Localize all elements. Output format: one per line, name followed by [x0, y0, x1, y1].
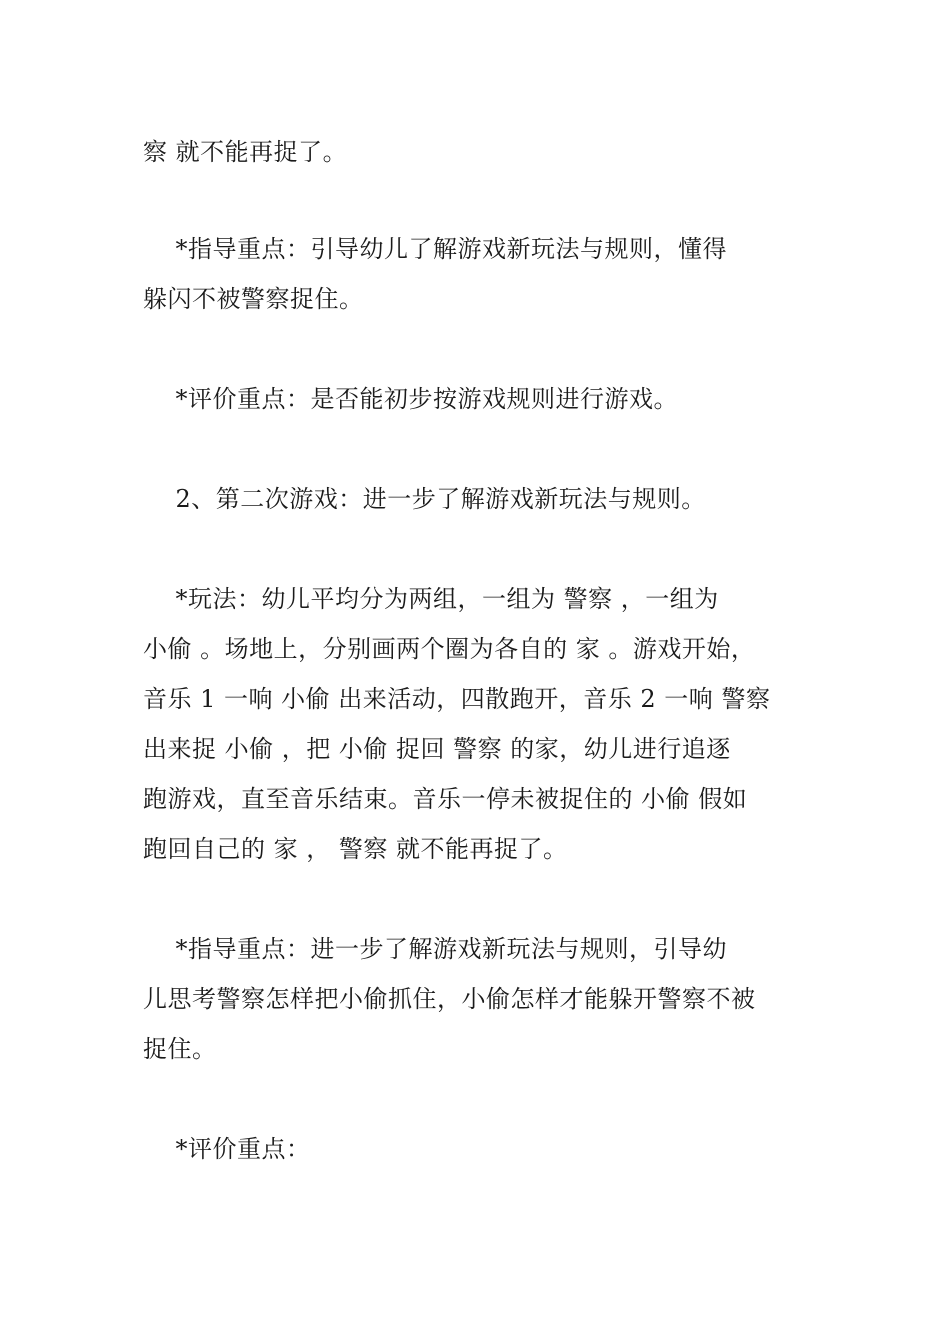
evaluation-focus-1-line: *评价重点：是否能初步按游戏规则进行游戏。 — [143, 385, 679, 413]
paragraph-continuation-line: 察 就不能再捉了。 — [143, 138, 348, 166]
guidance-focus-2-line-1: *指导重点：进一步了解游戏新玩法与规则，引导幼 — [143, 935, 728, 963]
guidance-focus-2-line-3: 捉住。 — [143, 1035, 217, 1063]
second-game-heading: 2、第二次游戏：进一步了解游戏新玩法与规则。 — [143, 485, 706, 513]
guidance-focus-1-line-1: *指导重点：引导幼儿了解游戏新玩法与规则，懂得 — [143, 235, 728, 263]
gameplay-line-5: 跑游戏，直至音乐结束。音乐一停未被捉住的 小偷 假如 — [143, 785, 748, 813]
guidance-focus-2-line-2: 儿思考警察怎样把小偷抓住，小偷怎样才能躲开警察不被 — [143, 985, 756, 1013]
evaluation-focus-2-line: *评价重点： — [143, 1135, 311, 1163]
gameplay-line-1: *玩法：幼儿平均分为两组，一组为 警察 ，一组为 — [143, 585, 719, 613]
gameplay-line-3: 音乐 1 一响 小偷 出来活动，四散跑开，音乐 2 一响 警察 — [143, 685, 771, 713]
gameplay-line-6: 跑回自己的 家 ， 警察 就不能再捉了。 — [143, 835, 568, 863]
gameplay-line-2: 小偷 。场地上，分别画两个圈为各自的 家 。游戏开始， — [143, 635, 756, 663]
guidance-focus-1-line-2: 躲闪不被警察捉住。 — [143, 285, 364, 313]
gameplay-line-4: 出来捉 小偷 ，把 小偷 捉回 警察 的家，幼儿进行追逐 — [143, 735, 731, 763]
